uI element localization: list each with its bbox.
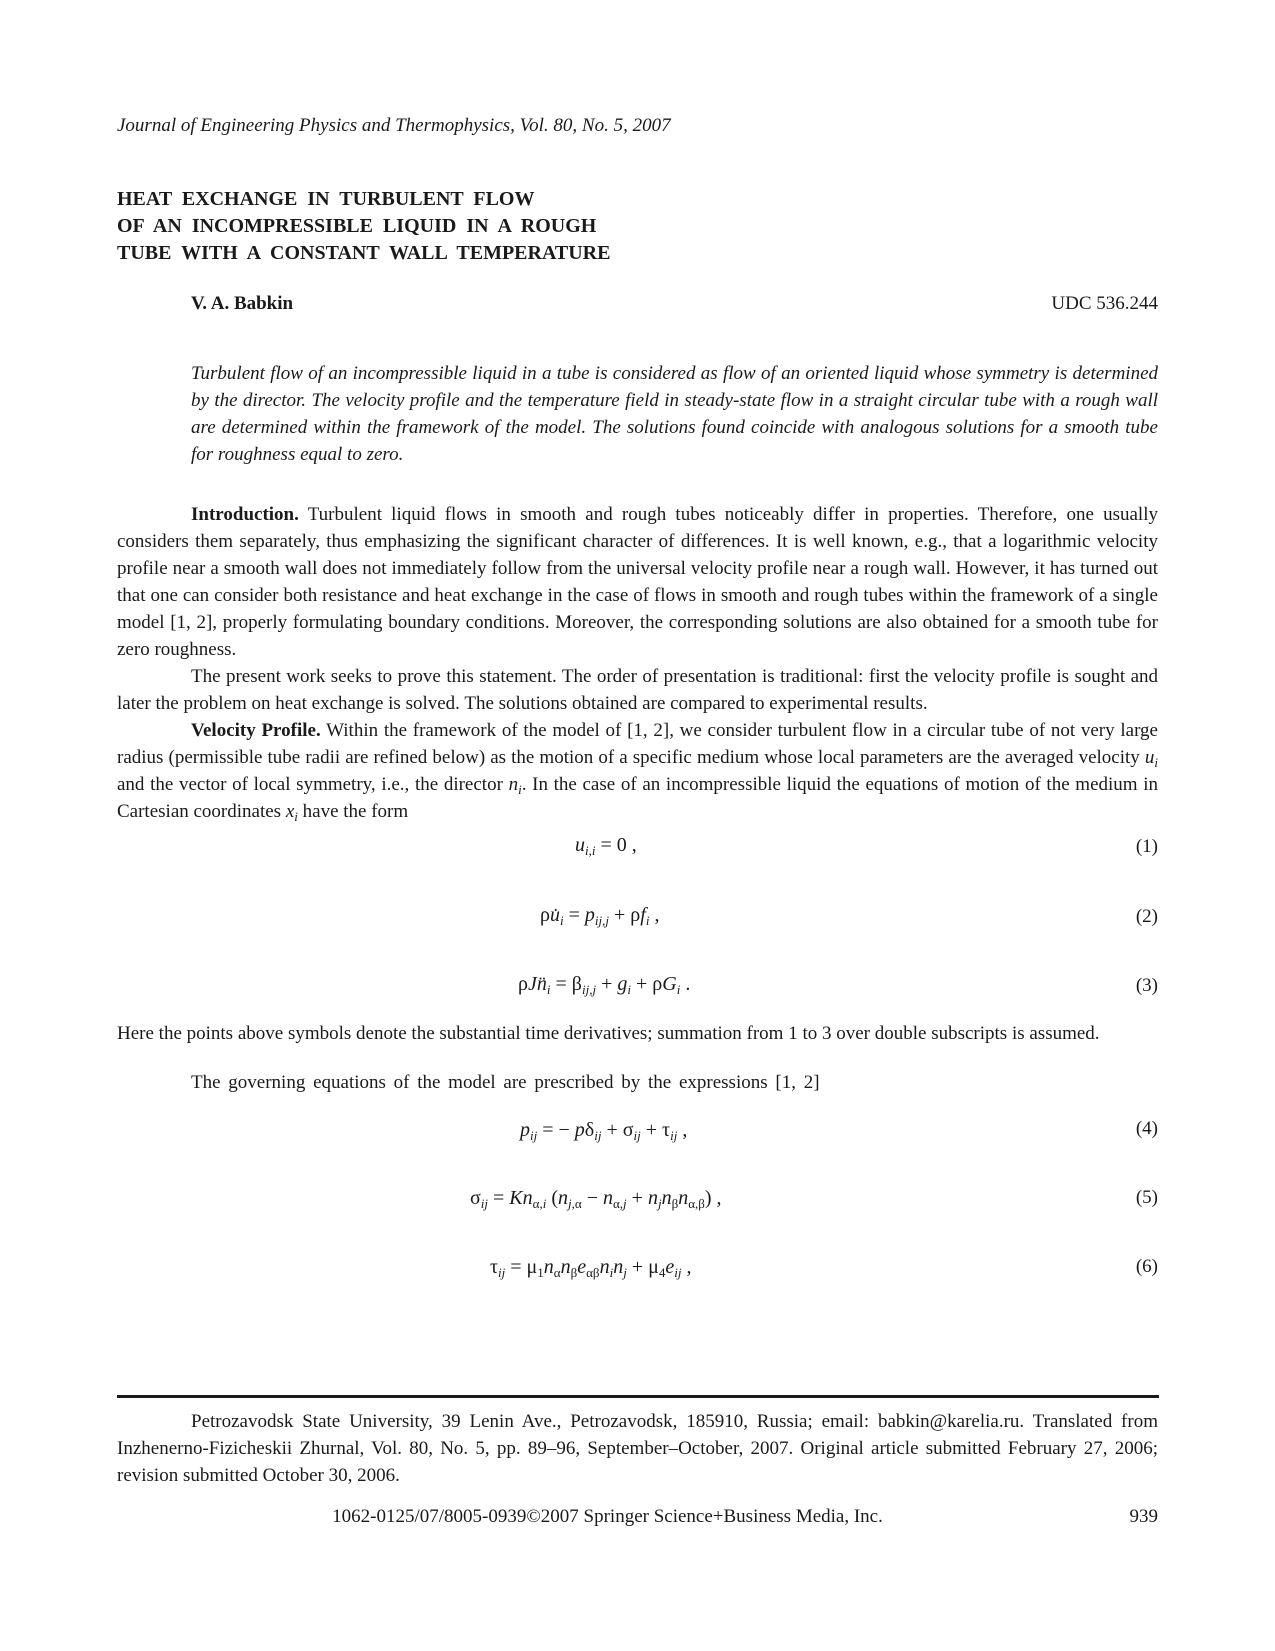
abstract: Turbulent flow of an incompressible liquid in a tube is considered as flow of an oriented liquid whose symmetry is determined by the director. The velocity profile and the temperature field in steady-state flow in a straight circular tube with a rough wall are determined within the framework of the model. The solutions found coincide with analogous solutions for a smooth tube for roughness equal to zero. [191,363,1158,465]
velocity-text-1: Within the framework of the model of [1, 2], we consider turbulent flow in a circular tube of not very large radius (permissible tube radii are refined below) as the motion of a specific medium whose local parameters are the averaged velocity [117,720,1158,768]
intro-heading: Introduction. [191,504,299,525]
title-line-2: OF AN INCOMPRESSIBLE LIQUID IN A ROUGH [117,215,597,237]
equation-4: $p_{ij}$ = − $p\delta_{ij} + \sigma_{ij} + \tau_{ij}$ , [520,1119,688,1143]
footnote-divider [117,1395,1159,1398]
intro-text: Turbulent liquid flows in smooth and rough tubes noticeably differ in properties. Therefore, one usually considers them separately, thus emphasizing the significant character of differences. It is well known, e.g., that a logarithmic velocity profile near a smooth wall does not immediately follow from the universal velocity profile near a rough wall. However, it has turned out that one can consider both resistance and heat exchange in the case of flows in smooth and rough tubes within the framework of a single model [1, 2], properly formulating boundary conditions. Moreover, the corresponding solutions are also obtained for a smooth tube for zero roughness. [117,504,1158,660]
title-line-1: HEAT EXCHANGE IN TURBULENT FLOW [117,188,535,210]
velocity-paragraph: Velocity Profile. Within the framework of the model of [1, 2], we consider turbulent flow in a circular tube of not very large radius (permissible tube radii are refined below) as the motion of a specific medium whose local parameters are the averaged velocity $u_i$ and the vector of local symmetry, i.e., the director $n_i$. In the case of an incompressible liquid the equations of motion of the medium in Cartesian coordinates $x_i$ have the form [117,720,1159,824]
equation-number-6: (6) [1135,1256,1158,1277]
equation-1: $u_{i,i} = 0$ , [575,834,637,858]
here-paragraph: Here the points above symbols denote the substantial time derivatives; summation from 1 to 3 over double subscripts is assumed. [117,1023,1100,1044]
equation-number-5: (5) [1135,1187,1158,1208]
author-name: V. A. Babkin [191,293,294,314]
governing-paragraph: The governing equations of the model are prescribed by the expressions [1, 2] [191,1072,820,1093]
equation-3: $\rho Jn̈_i = \beta_{ij,j} + g_i + \rho G_i$ . [518,973,691,997]
equation-2: $\rho u̇_i = p_{ij,j} + \rho f_i$ , [540,904,660,928]
equation-number-4: (4) [1135,1118,1158,1139]
second-paragraph: The present work seeks to prove this statement. The order of presentation is traditional: first the velocity profile is sought and later the problem on heat exchange is solved. The solutions obtained are compared to experimental results. [117,666,1158,714]
title-line-3: TUBE WITH A CONSTANT WALL TEMPERATURE [117,242,611,264]
velocity-text-2: and the vector of local symmetry, i.e., the director [117,774,503,795]
copyright-line [0,1506,1275,1528]
equation-number-3: (3) [1135,975,1158,996]
equation-number-1: (1) [1135,836,1158,857]
affiliation-footnote: Petrozavodsk State University, 39 Lenin Ave., Petrozavodsk, 185910, Russia; email: babkin@karelia.ru. Translated from Inzhenerno-Fizicheskii Zhurnal, Vol. 80, No. 5, pp. 89–96, September–October, 2007. Original article submitted February 27, 2006; revision submitted October 30, 2006. [117,1411,1158,1486]
velocity-text-4: have the form [302,801,409,822]
equation-6: $\tau_{ij} = \mu_1n_\alpha n_\beta e_{\alpha\beta}n_in_j + \mu_4e_{ij}$ , [490,1256,692,1280]
equation-5: $\sigma_{ij} = Kn_{\alpha,i}$ $(n_{j,\alpha} - n_{\alpha,j} + n_jn_\beta n_{\alpha,\beta})$ , [470,1187,722,1211]
udc-code: UDC 536.244 [1051,293,1158,314]
body-text [117,501,1158,825]
velocity-text-3: . In the case of an incompressible liquid the equations of motion of the medium in Cartesian coordinates [117,774,1159,822]
article-title [117,186,610,267]
velocity-heading: Velocity Profile. [191,720,321,741]
page-number: 939 [1129,1506,1158,1527]
intro-paragraph [117,501,1158,663]
equation-number-2: (2) [1135,906,1158,927]
journal-citation: Journal of Engineering Physics and Thermophysics, Vol. 80, No. 5, 2007 [117,115,671,136]
copyright-text: 1062-0125/07/8005-0939©2007 Springer Science+Business Media, Inc. [332,1506,883,1527]
